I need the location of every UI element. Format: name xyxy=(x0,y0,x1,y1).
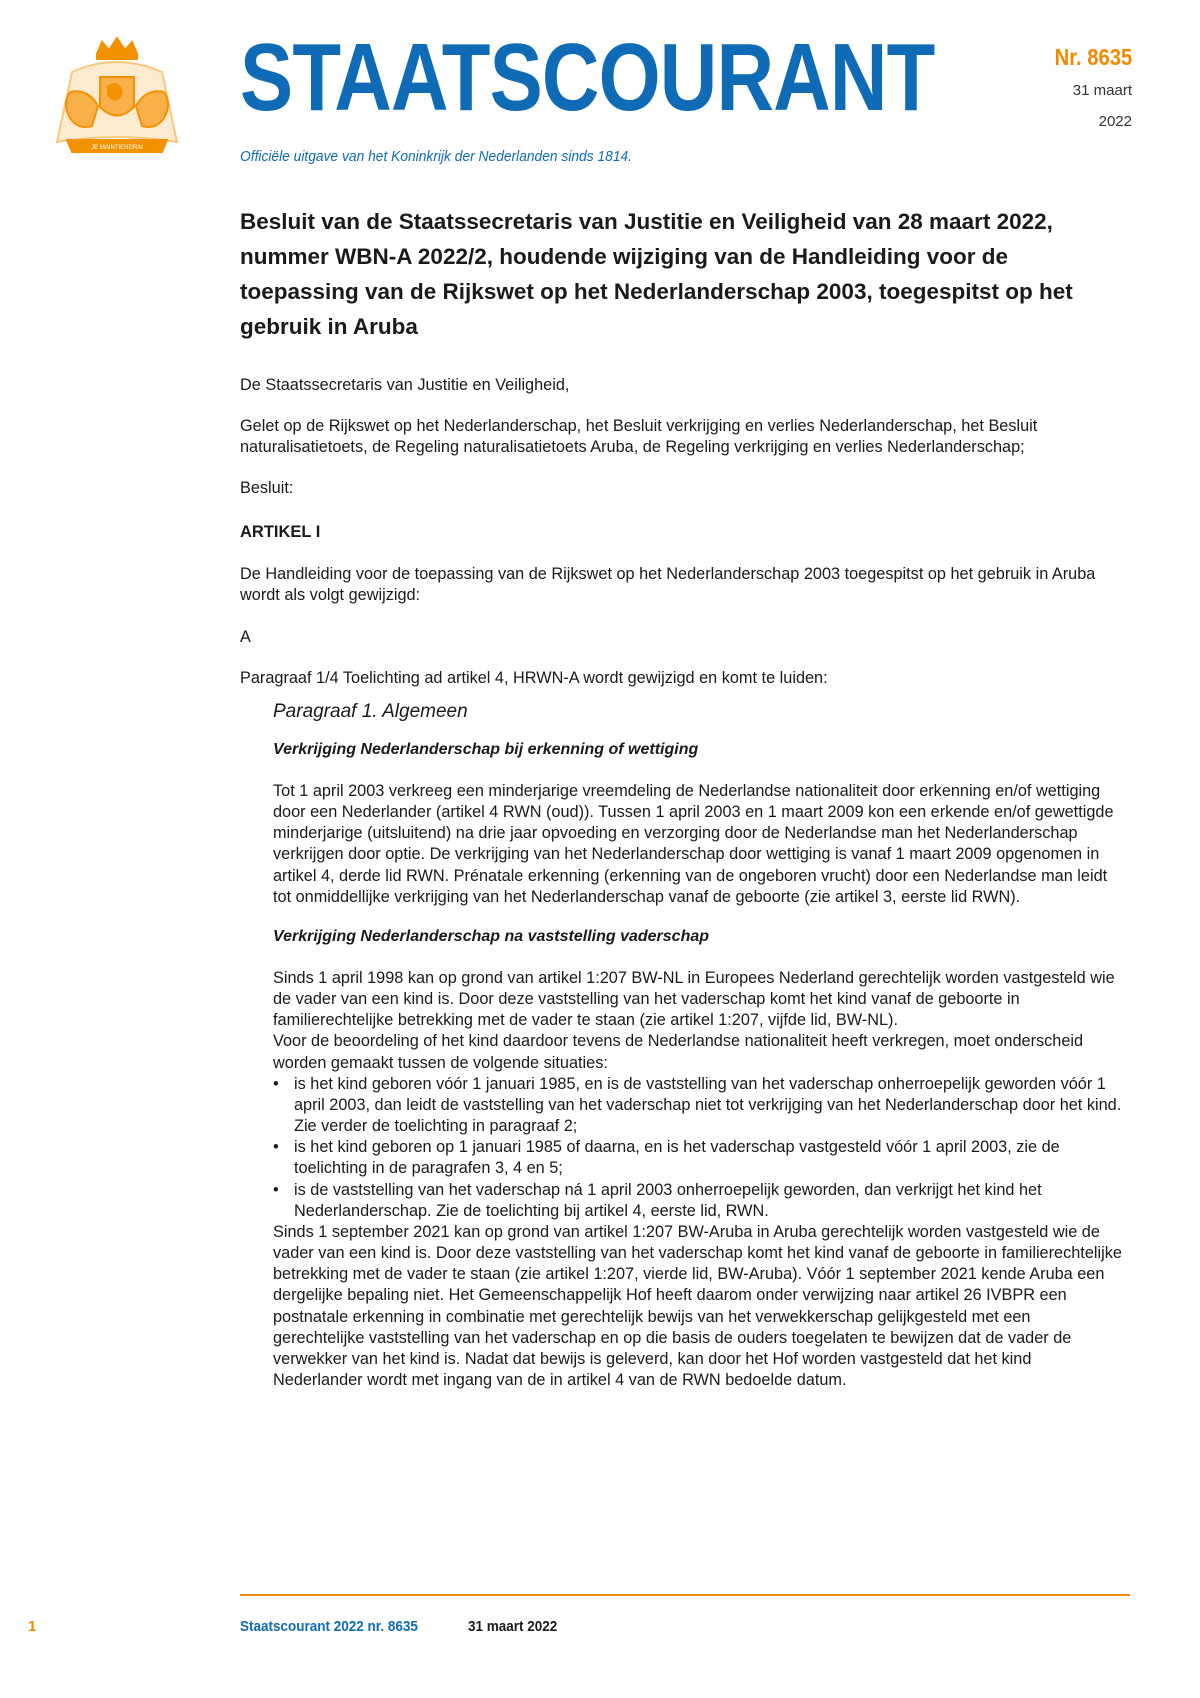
emblem-motto: JE MAINTIENDRAI xyxy=(91,145,143,151)
section-heading: Paragraaf 1. Algemeen xyxy=(273,700,468,722)
bullet-icon: • xyxy=(273,1138,279,1157)
situations-list xyxy=(273,1074,1123,1222)
paragraph-paternity: Sinds 1 april 1998 kan op grond van artikel 1:207 BW-NL in Europees Nederland gerechtelijk worden vastgesteld wie de vader van een kind is. Door deze vaststelling van het vaderschap komt het kind vanaf de geboorte in familierechtelijke betrekking met de vader te staan (zie artikel 1:207, vijfde lid, BW-NL). xyxy=(273,968,1115,1030)
issue-number: Nr. 8635 xyxy=(1054,44,1132,70)
footer-date: 31 maart 2022 xyxy=(468,1618,558,1635)
document-title: Besluit van de Staatssecretaris van Justitie en Veiligheid van 28 maart 2022, nummer WBN-A 2022/2, houdende wijziging van de Handleiding voor de toepassing van de Rijkswet op het Nederlanderschap 2003, toegespitst op het gebruik in Aruba xyxy=(240,209,1073,339)
issue-date-day-month: 31 maart xyxy=(1072,82,1132,99)
bullet-icon: • xyxy=(273,1180,279,1199)
paragraph-situations-intro: Voor de beoordeling of het kind daardoor tevens de Nederlandse nationaliteit heeft verkregen, moet onderscheid worden gemaakt tussen de volgende situaties: xyxy=(273,1032,1084,1072)
subheading-recognition: Verkrijging Nederlanderschap bij erkenning of wettiging xyxy=(273,740,699,758)
paragraph-recognition: Tot 1 april 2003 verkreeg een minderjarige vreemdeling de Nederlandse nationaliteit door erkenning en/of wettiging door een Nederlander (artikel 4 RWN (oud)). Tussen 1 april 2003 en 1 maart 2009 kon een erkende en/of gewettigde minderjarige (uitsluitend) na drie jaar opvoeding en verzorging door de Nederlandse man het Nederlanderschap verkrijgen door optie. De verkrijging van het Nederlanderschap door wettiging is vanaf 1 maart 2009 opgenomen in artikel 4, derde lid RWN. Prénatale erkenning (erkenning van de ongeboren vrucht) door een Nederlandse man leidt tot onmiddellijke verkrijging van het Nederlanderschap vanaf de geboorte (zie artikel 3, eerste lid RWN). xyxy=(273,781,1114,906)
list-item: • is het kind geboren op 1 januari 1985 of daarna, en is het vaderschap vastgesteld vóór 1 april 2003, zie de toelichting in de paragrafen 3, 4 en 5; xyxy=(273,1138,1060,1178)
coat-of-arms-emblem xyxy=(42,32,192,172)
masthead-title: STAATSCOURANT xyxy=(240,24,935,131)
list-item: • is het kind geboren vóór 1 januari 1985, en is de vaststelling van het vaderschap onherroepelijk geworden vóór 1 april 2003, dan leidt de vaststelling van het vaderschap niet tot verkrijging van het Nederlanderschap door het kind. Zie verder de toelichting in paragraaf 2; xyxy=(273,1074,1122,1136)
issue-date-year: 2022 xyxy=(1098,113,1132,130)
article-intro: De Handleiding voor de toepassing van de Rijkswet op het Nederlanderschap 2003 toegespitst op het gebruik in Aruba wordt als volgt gewijzigd: xyxy=(240,565,1096,605)
decision-line: Besluit: xyxy=(240,479,294,498)
intro-line: De Staatssecretaris van Justitie en Veiligheid, xyxy=(240,375,570,394)
amendment-line: Paragraaf 1/4 Toelichting ad artikel 4, HRWN-A wordt gewijzigd en komt te luiden: xyxy=(240,668,828,687)
paragraph-aruba: Sinds 1 september 2021 kan op grond van artikel 1:207 BW-Aruba in Aruba gerechtelijk worden vastgesteld wie de vader van een kind is. Door deze vaststelling van het vaderschap komt het kind vanaf de geboorte in familierechtelijke betrekking met de vader te staan (zie artikel 1:207, vierde lid, BW-Aruba). Vóór 1 september 2021 kende Aruba een dergelijke bepaling niet. Het Gemeenschappelijk Hof heeft daarom onder verwijzing naar artikel 26 IVBPR een postnatale erkenning in combinatie met gerechtelijk bewijs van het verwekkerschap gelijkgesteld met een gerechtelijke vaststelling van het vaderschap en op die basis de ouders toegelaten te bewijzen dat de vader de verwekker van het kind is. Nadat dat bewijs is geleverd, kan door het Hof worden vastgesteld dat het kind Nederlander wordt met ingang van de in artikel 4 van de RWN bedoelde datum. xyxy=(273,1222,1122,1390)
masthead-tagline: Officiële uitgave van het Koninkrijk der Nederlanden sinds 1814. xyxy=(240,148,633,165)
part-label: A xyxy=(240,627,251,646)
article-heading: ARTIKEL I xyxy=(240,523,321,542)
amended-text xyxy=(273,701,1123,1391)
footer-publication: Staatscourant 2022 nr. 8635 xyxy=(240,1618,418,1635)
subheading-paternity: Verkrijging Nederlanderschap na vaststelling vaderschap xyxy=(273,927,710,945)
considerations: Gelet op de Rijkswet op het Nederlanderschap, het Besluit verkrijging en verlies Nederlanderschap, het Besluit naturalisatietoets, de Regeling naturalisatietoets Aruba, de Regeling verkrijging en verlies Nederlanderschap; xyxy=(240,416,1038,456)
page-number: 1 xyxy=(28,1618,37,1635)
footer-divider xyxy=(240,1594,1130,1596)
document-body xyxy=(240,205,1130,1391)
list-item: • is de vaststelling van het vaderschap ná 1 april 2003 onherroepelijk geworden, dan verkrijgt het kind het Nederlanderschap. Zie de toelichting bij artikel 4, eerste lid, RWN. xyxy=(273,1180,1042,1220)
bullet-icon: • xyxy=(273,1074,279,1093)
